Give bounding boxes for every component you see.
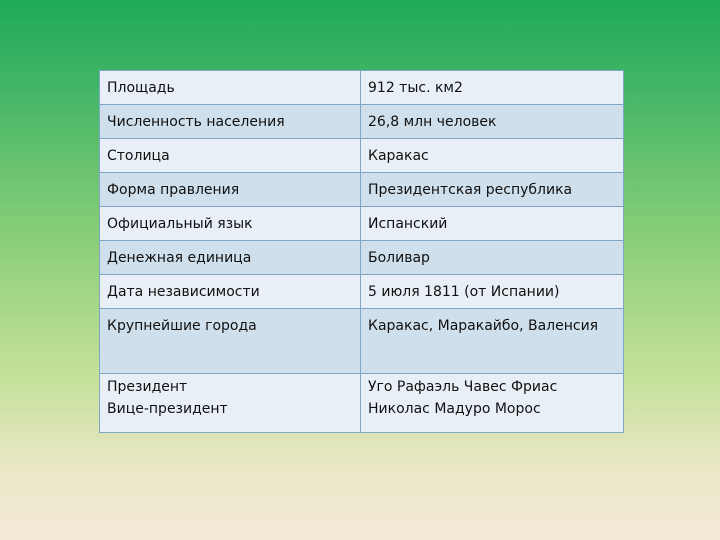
row-label-leaders bbox=[100, 374, 361, 433]
row-value-language: Испанский bbox=[361, 207, 624, 241]
row-label-government: Форма правления bbox=[100, 173, 361, 207]
row-value-area: 912 тыс. км2 bbox=[361, 71, 624, 105]
value-vice-president: Николас Мадуро Морос bbox=[368, 401, 541, 417]
table-row bbox=[100, 139, 624, 173]
row-value-capital: Каракас bbox=[361, 139, 624, 173]
row-value-government: Президентская республика bbox=[361, 173, 624, 207]
table-row bbox=[100, 241, 624, 275]
row-label-capital: Столица bbox=[100, 139, 361, 173]
row-label-currency: Денежная единица bbox=[100, 241, 361, 275]
label-vice-president: Вице-президент bbox=[107, 401, 228, 417]
table-row bbox=[100, 207, 624, 241]
table-row bbox=[100, 309, 624, 374]
row-value-cities: Каракас, Маракайбо, Валенсия bbox=[361, 309, 624, 374]
row-label-independence: Дата независимости bbox=[100, 275, 361, 309]
table-row bbox=[100, 275, 624, 309]
row-label-area: Площадь bbox=[100, 71, 361, 105]
row-value-population: 26,8 млн человек bbox=[361, 105, 624, 139]
row-value-currency: Боливар bbox=[361, 241, 624, 275]
row-label-cities: Крупнейшие города bbox=[100, 309, 361, 374]
row-value-leaders bbox=[361, 374, 624, 433]
row-label-population: Численность населения bbox=[100, 105, 361, 139]
country-info-table bbox=[99, 70, 624, 433]
table-row bbox=[100, 105, 624, 139]
row-value-independence: 5 июля 1811 (от Испании) bbox=[361, 275, 624, 309]
value-president: Уго Рафаэль Чавес Фриас bbox=[368, 379, 558, 395]
row-label-language: Официальный язык bbox=[100, 207, 361, 241]
table-row bbox=[100, 71, 624, 105]
table-row bbox=[100, 173, 624, 207]
table-row bbox=[100, 374, 624, 433]
label-president: Президент bbox=[107, 379, 188, 395]
